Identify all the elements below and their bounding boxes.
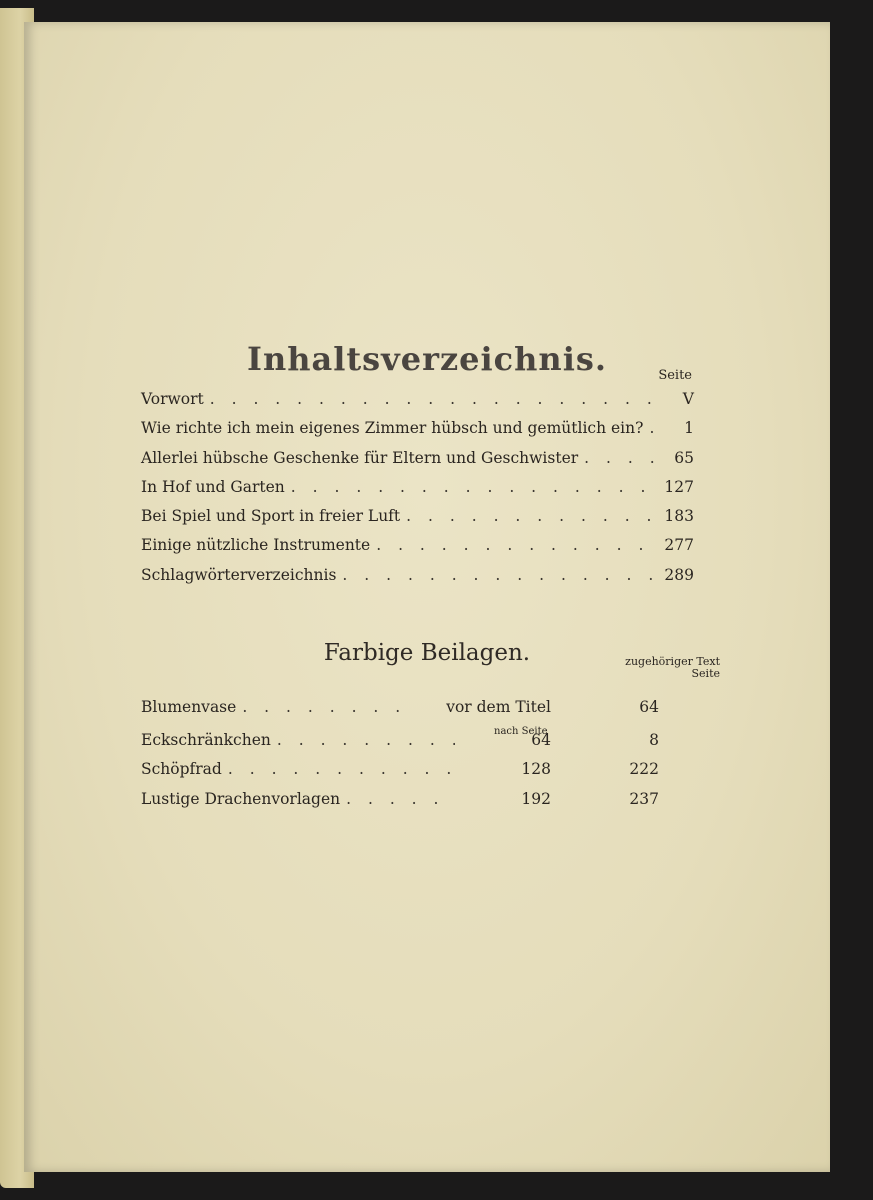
plates-text-column-header (570, 656, 720, 680)
leader-dots (584, 449, 658, 467)
plates-heading: Farbige Beilagen. (323, 640, 531, 666)
leader-dots (277, 731, 455, 749)
leader-dots (242, 698, 415, 716)
plate-after-page: 128 (521, 760, 551, 778)
toc-entry (141, 536, 694, 565)
toc-entry-page: 289 (664, 565, 694, 584)
plates-text-header-line2: Seite (691, 667, 720, 680)
book-page (24, 22, 830, 1172)
toc-entry-title: Einige nützliche Instrumente (141, 536, 371, 555)
plate-after-page: vor dem Titel (446, 698, 551, 716)
leader-dots (346, 790, 455, 808)
toc-entry-title: Schlagwörterverzeichnis (141, 565, 337, 584)
toc-entry (141, 566, 694, 595)
plate-entry (141, 698, 659, 728)
leader-dots (228, 760, 455, 778)
leader-dots (342, 566, 658, 584)
plate-entry (141, 790, 659, 820)
plate-after-page: 64 (531, 730, 551, 749)
toc-list (141, 390, 694, 595)
plate-text-page: 64 (639, 698, 659, 716)
plate-text-page: 222 (629, 760, 659, 778)
toc-entry (141, 419, 694, 448)
toc-entry-title: Vorwort (141, 390, 204, 408)
toc-entry (141, 507, 694, 536)
toc-heading: Inhaltsverzeichnis. (246, 340, 607, 378)
leader-dots (291, 478, 658, 496)
toc-entry (141, 390, 694, 419)
toc-entry (141, 478, 694, 507)
toc-entry-title: Wie richte ich mein eigenes Zimmer hübsch und gemütlich ein? (141, 419, 644, 438)
toc-page-column-header: Seite (658, 368, 692, 383)
leader-dots (649, 419, 658, 437)
leader-dots (406, 507, 658, 525)
toc-entry-title: In Hof und Garten (141, 477, 285, 496)
toc-entry-title: Allerlei hübsche Geschenke für Eltern und Geschwister (141, 448, 579, 467)
plates-text-header-line1: zugehöriger Text (625, 655, 720, 668)
plates-after-column-header: nach Seite (494, 726, 548, 737)
plate-title: Schöpfrad (141, 760, 222, 778)
plate-after-page: 192 (521, 789, 551, 808)
toc-entry (141, 449, 694, 478)
toc-entry-page: 127 (664, 477, 694, 496)
toc-entry-page: 1 (684, 419, 694, 438)
toc-entry-title: Bei Spiel und Sport in freier Luft (141, 507, 401, 526)
leader-dots (210, 390, 658, 408)
plate-title: Blumenvase (141, 698, 237, 716)
plate-entry (141, 731, 659, 761)
toc-entry-page: 183 (664, 507, 694, 526)
plates-list (141, 698, 659, 819)
leader-dots (376, 536, 658, 554)
plate-title: Lustige Drachenvorlagen (141, 789, 341, 808)
plate-title: Eckschränkchen (141, 730, 271, 749)
toc-entry-page: 277 (664, 536, 694, 555)
plate-text-page: 8 (649, 730, 659, 749)
plate-text-page: 237 (629, 789, 659, 808)
plate-entry (141, 760, 659, 790)
toc-entry-page: 65 (674, 448, 694, 467)
toc-entry-page: V (682, 390, 694, 408)
